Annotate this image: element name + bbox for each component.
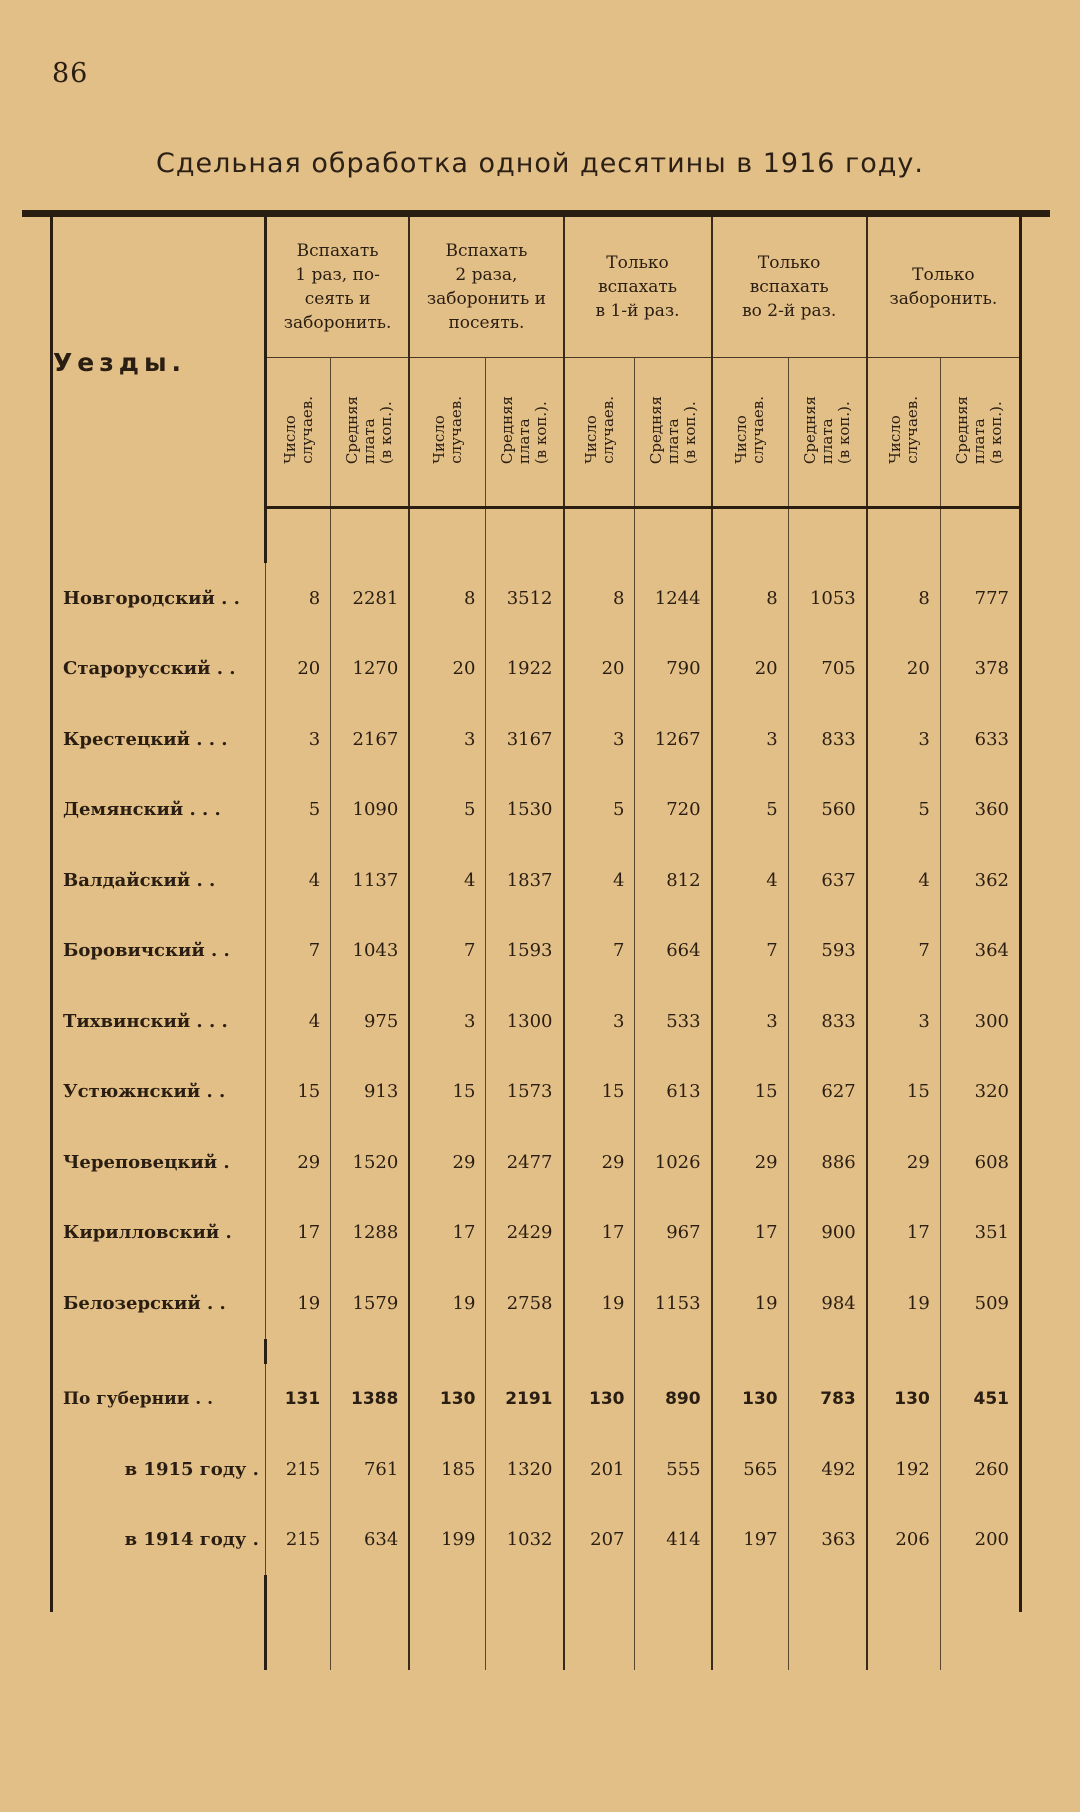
- count-cell: 29: [409, 1127, 486, 1198]
- average-pay-cell: 720: [635, 775, 712, 846]
- average-pay-cell: 1837: [486, 845, 564, 916]
- table-row: [53, 845, 1019, 916]
- count-cell: 192: [867, 1434, 941, 1505]
- vertical-label: [802, 396, 853, 464]
- count-cell: 17: [409, 1198, 486, 1269]
- average-pay-cell: 900: [788, 1198, 867, 1269]
- count-subheader: [265, 358, 330, 508]
- table-row: [53, 1127, 1019, 1198]
- count-cell: 29: [712, 1127, 789, 1198]
- count-cell: 3: [265, 704, 330, 775]
- subheader-line: случаев.: [297, 396, 316, 464]
- count-cell: 5: [564, 775, 635, 846]
- average-pay-cell: 1137: [331, 845, 410, 916]
- vertical-label: [499, 396, 550, 464]
- count-cell: 7: [712, 916, 789, 987]
- average-pay-cell: 260: [974, 1458, 1009, 1480]
- average-pay-cell: 1573: [486, 1057, 564, 1128]
- subheader-line: плата: [970, 418, 989, 465]
- average-pay-cell: 1922: [486, 634, 564, 705]
- average-pay-cell: 555: [635, 1434, 712, 1505]
- subheader-line: Число: [732, 415, 751, 464]
- count-cell: 19: [867, 1268, 941, 1339]
- count-cell: 4: [265, 986, 330, 1057]
- count-cell: 17: [265, 1198, 330, 1269]
- count-cell: 8: [564, 563, 635, 634]
- average-pay-cell: 637: [788, 845, 867, 916]
- average-pay-cell: 3167: [486, 704, 564, 775]
- subheader-line: случаев.: [749, 396, 768, 464]
- average-pay-cell: 1320: [486, 1434, 564, 1505]
- table-row: [53, 916, 1019, 987]
- average-pay-cell: 777: [974, 587, 1009, 609]
- average-pay-cell: 783: [788, 1364, 867, 1435]
- average-pay-cell: 664: [635, 916, 712, 987]
- count-cell: 3: [409, 986, 486, 1057]
- count-cell: 4: [867, 845, 941, 916]
- average-pay-cell: 886: [788, 1127, 867, 1198]
- district-name: Устюжнский . .: [53, 1057, 265, 1128]
- district-name: Крестецкий . . .: [53, 704, 265, 775]
- count-cell: 565: [712, 1434, 789, 1505]
- count-subheader: [867, 358, 941, 508]
- subheader-line: (в коп.).: [531, 401, 550, 465]
- average-pay-cell: 890: [635, 1364, 712, 1435]
- table-row: [53, 704, 1019, 775]
- count-cell: 7: [867, 916, 941, 987]
- group-header-line: 1 раз, по-: [295, 265, 380, 285]
- count-cell: 3: [564, 704, 635, 775]
- count-cell: 215: [265, 1434, 330, 1505]
- average-pay-cell: 975: [331, 986, 410, 1057]
- group-header-5: [867, 217, 1019, 358]
- group-header-line: заборонить.: [889, 289, 998, 309]
- average-pay-cell: 2477: [486, 1127, 564, 1198]
- count-cell: 5: [409, 775, 486, 846]
- count-cell: 197: [712, 1505, 789, 1576]
- group-header-line: посеять.: [448, 313, 525, 333]
- count-cell: 199: [409, 1505, 486, 1576]
- subheader-line: Средняя: [800, 395, 819, 465]
- average-pay-subheader: [788, 358, 867, 508]
- district-table: [53, 217, 1019, 1670]
- average-pay-subheader: [331, 358, 410, 508]
- count-cell: 5: [265, 775, 330, 846]
- count-cell: 4: [409, 845, 486, 916]
- count-cell: 19: [564, 1268, 635, 1339]
- group-header-line: вспахать: [598, 277, 678, 297]
- subheader-line: Число: [885, 415, 904, 464]
- subheader-line: случаев.: [446, 396, 465, 464]
- group-header-3: [564, 217, 712, 358]
- table-row: [53, 1268, 1019, 1339]
- vertical-label: [431, 396, 465, 464]
- average-pay-cell: 1053: [788, 563, 867, 634]
- count-subheader: [409, 358, 486, 508]
- count-cell: 5: [867, 775, 941, 846]
- count-cell: 3: [867, 704, 941, 775]
- average-pay-cell: 2281: [331, 563, 410, 634]
- average-pay-cell: 1530: [486, 775, 564, 846]
- average-pay-cell: 364: [974, 940, 1009, 962]
- average-pay-cell: 300: [974, 1010, 1009, 1032]
- count-cell: 15: [564, 1057, 635, 1128]
- page-title: Сдельная обработка одной десятины в 1916 году.: [156, 148, 924, 179]
- count-cell: 15: [265, 1057, 330, 1128]
- subheader-line: плата: [360, 418, 379, 465]
- subheader-line: плата: [663, 418, 682, 465]
- count-cell: 20: [564, 634, 635, 705]
- average-pay-cell: 1300: [486, 986, 564, 1057]
- subheader-line: Средняя: [646, 395, 665, 465]
- subheader-line: Число: [429, 415, 448, 464]
- page-number: 86: [52, 58, 89, 89]
- average-pay-cell: 360: [974, 799, 1009, 821]
- district-name: Новгородский . .: [53, 563, 265, 634]
- average-pay-cell: 363: [788, 1505, 867, 1576]
- subheader-line: Средняя: [343, 395, 362, 465]
- group-header-2: [409, 217, 563, 358]
- count-cell: 20: [265, 634, 330, 705]
- subheader-line: (в коп.).: [987, 401, 1006, 465]
- count-cell: 131: [265, 1364, 330, 1435]
- vertical-label: [733, 396, 767, 464]
- average-pay-cell: 1153: [635, 1268, 712, 1339]
- count-cell: 130: [867, 1364, 941, 1435]
- district-name: Череповецкий .: [53, 1127, 265, 1198]
- group-header-line: вспахать: [749, 277, 829, 297]
- average-pay-cell: 790: [635, 634, 712, 705]
- average-pay-cell: 833: [788, 704, 867, 775]
- count-cell: 130: [564, 1364, 635, 1435]
- count-cell: 215: [265, 1505, 330, 1576]
- count-subheader: [712, 358, 789, 508]
- subheader-line: (в коп.).: [377, 401, 396, 465]
- average-pay-cell: 1270: [331, 634, 410, 705]
- count-cell: 3: [564, 986, 635, 1057]
- average-pay-cell: 200: [974, 1529, 1009, 1551]
- district-name: Старорусский . .: [53, 634, 265, 705]
- average-pay-cell: 1267: [635, 704, 712, 775]
- average-pay-cell: 613: [635, 1057, 712, 1128]
- table-row: [53, 775, 1019, 846]
- count-cell: 4: [712, 845, 789, 916]
- count-cell: 130: [712, 1364, 789, 1435]
- count-cell: 17: [564, 1198, 635, 1269]
- table-frame-right: [1019, 217, 1022, 1612]
- average-pay-cell: 593: [788, 916, 867, 987]
- subheader-line: Средняя: [497, 395, 516, 465]
- count-cell: 3: [867, 986, 941, 1057]
- average-pay-cell: 1520: [331, 1127, 410, 1198]
- table-row: [53, 563, 1019, 634]
- group-header-line: 2 раза,: [455, 265, 518, 285]
- subheader-line: Число: [280, 415, 299, 464]
- group-header-line: Только: [912, 265, 975, 285]
- count-cell: 19: [409, 1268, 486, 1339]
- average-pay-cell: 705: [788, 634, 867, 705]
- vertical-label: [583, 396, 617, 464]
- average-pay-cell: 560: [788, 775, 867, 846]
- count-cell: 130: [409, 1364, 486, 1435]
- subheader-line: плата: [817, 418, 836, 465]
- vertical-label: [648, 396, 699, 464]
- count-cell: 207: [564, 1505, 635, 1576]
- count-cell: 206: [867, 1505, 941, 1576]
- group-header-line: Только: [757, 253, 821, 273]
- average-pay-cell: 761: [331, 1434, 410, 1505]
- average-pay-cell: 634: [331, 1505, 410, 1576]
- average-pay-cell: 627: [788, 1057, 867, 1128]
- count-cell: 4: [564, 845, 635, 916]
- group-header-line: Вспахать: [445, 241, 528, 261]
- top-rule: [22, 210, 1050, 217]
- count-cell: 17: [712, 1198, 789, 1269]
- count-cell: 201: [564, 1434, 635, 1505]
- average-pay-cell: 633: [974, 728, 1009, 750]
- vertical-label: [887, 396, 921, 464]
- group-header-line: заборонить и: [426, 289, 546, 309]
- average-pay-cell: 492: [788, 1434, 867, 1505]
- count-cell: 29: [265, 1127, 330, 1198]
- subheader-line: (в коп.).: [680, 401, 699, 465]
- vertical-label: [344, 396, 395, 464]
- count-cell: 8: [712, 563, 789, 634]
- count-cell: 3: [409, 704, 486, 775]
- count-cell: 20: [409, 634, 486, 705]
- district-name: Валдайский . .: [53, 845, 265, 916]
- table-row: [53, 1434, 1019, 1505]
- group-header-line: во 2-й раз.: [742, 301, 837, 321]
- count-cell: 20: [867, 634, 941, 705]
- average-pay-cell: 1593: [486, 916, 564, 987]
- average-pay-cell: 3512: [486, 563, 564, 634]
- count-cell: 4: [265, 845, 330, 916]
- count-cell: 8: [867, 563, 941, 634]
- vertical-label: [954, 396, 1005, 464]
- subheader-line: Средняя: [953, 395, 972, 465]
- count-cell: 3: [712, 704, 789, 775]
- average-pay-cell: 509: [974, 1292, 1009, 1314]
- count-cell: 29: [867, 1127, 941, 1198]
- average-pay-cell: 1288: [331, 1198, 410, 1269]
- count-cell: 8: [265, 563, 330, 634]
- table-row: [53, 1505, 1019, 1576]
- subheader-line: Число: [581, 415, 600, 464]
- average-pay-cell: 362: [974, 869, 1009, 891]
- district-column-header: Уезды.: [53, 217, 265, 508]
- average-pay-subheader: [940, 358, 1019, 508]
- subheader-line: плата: [514, 418, 533, 465]
- count-cell: 15: [409, 1057, 486, 1128]
- table-row: [53, 1198, 1019, 1269]
- subheader-line: (в коп.).: [834, 401, 853, 465]
- average-pay-cell: 913: [331, 1057, 410, 1128]
- count-cell: 15: [867, 1057, 941, 1128]
- count-cell: 19: [712, 1268, 789, 1339]
- count-cell: 7: [564, 916, 635, 987]
- average-pay-cell: 1388: [331, 1364, 410, 1435]
- group-header-line: заборонить.: [283, 313, 392, 333]
- district-name: в 1914 году .: [53, 1505, 265, 1576]
- district-name: в 1915 году .: [53, 1434, 265, 1505]
- average-pay-cell: 533: [635, 986, 712, 1057]
- group-header-line: Вспахать: [296, 241, 379, 261]
- count-cell: 15: [712, 1057, 789, 1128]
- average-pay-cell: 2758: [486, 1268, 564, 1339]
- average-pay-cell: 833: [788, 986, 867, 1057]
- count-cell: 7: [409, 916, 486, 987]
- average-pay-cell: 2429: [486, 1198, 564, 1269]
- table-row: [53, 986, 1019, 1057]
- count-cell: 17: [867, 1198, 941, 1269]
- group-header-line: в 1-й раз.: [595, 301, 680, 321]
- group-header-line: сеять и: [304, 289, 371, 309]
- district-name: По губернии . .: [53, 1364, 265, 1435]
- average-pay-cell: 608: [974, 1151, 1009, 1173]
- vertical-label: [282, 396, 316, 464]
- count-cell: 185: [409, 1434, 486, 1505]
- average-pay-cell: 414: [635, 1505, 712, 1576]
- average-pay-cell: 1026: [635, 1127, 712, 1198]
- average-pay-cell: 1244: [635, 563, 712, 634]
- count-cell: 3: [712, 986, 789, 1057]
- average-pay-cell: 984: [788, 1268, 867, 1339]
- count-cell: 8: [409, 563, 486, 634]
- average-pay-cell: 812: [635, 845, 712, 916]
- average-pay-cell: 2191: [486, 1364, 564, 1435]
- table-row: [53, 1057, 1019, 1128]
- district-name: Демянский . . .: [53, 775, 265, 846]
- count-cell: 5: [712, 775, 789, 846]
- average-pay-cell: 451: [973, 1388, 1009, 1409]
- table-row: [53, 634, 1019, 705]
- count-cell: 20: [712, 634, 789, 705]
- subheader-line: случаев.: [598, 396, 617, 464]
- district-name: Тихвинский . . .: [53, 986, 265, 1057]
- average-pay-cell: 967: [635, 1198, 712, 1269]
- average-pay-cell: 2167: [331, 704, 410, 775]
- average-pay-cell: 320: [974, 1081, 1009, 1103]
- subheader-line: случаев.: [902, 396, 921, 464]
- district-name: Кирилловский .: [53, 1198, 265, 1269]
- average-pay-cell: 1032: [486, 1505, 564, 1576]
- average-pay-cell: 378: [974, 658, 1009, 680]
- average-pay-subheader: [486, 358, 564, 508]
- group-header-1: [265, 217, 409, 358]
- district-name: Боровичский . .: [53, 916, 265, 987]
- average-pay-cell: 1090: [331, 775, 410, 846]
- average-pay-cell: 351: [974, 1222, 1009, 1244]
- count-cell: 7: [265, 916, 330, 987]
- count-cell: 29: [564, 1127, 635, 1198]
- count-subheader: [564, 358, 635, 508]
- district-name: Белозерский . .: [53, 1268, 265, 1339]
- count-cell: 19: [265, 1268, 330, 1339]
- group-header-line: Только: [606, 253, 669, 273]
- average-pay-cell: 1579: [331, 1268, 410, 1339]
- table-row: [53, 1364, 1019, 1435]
- average-pay-cell: 1043: [331, 916, 410, 987]
- average-pay-subheader: [635, 358, 712, 508]
- group-header-4: [712, 217, 867, 358]
